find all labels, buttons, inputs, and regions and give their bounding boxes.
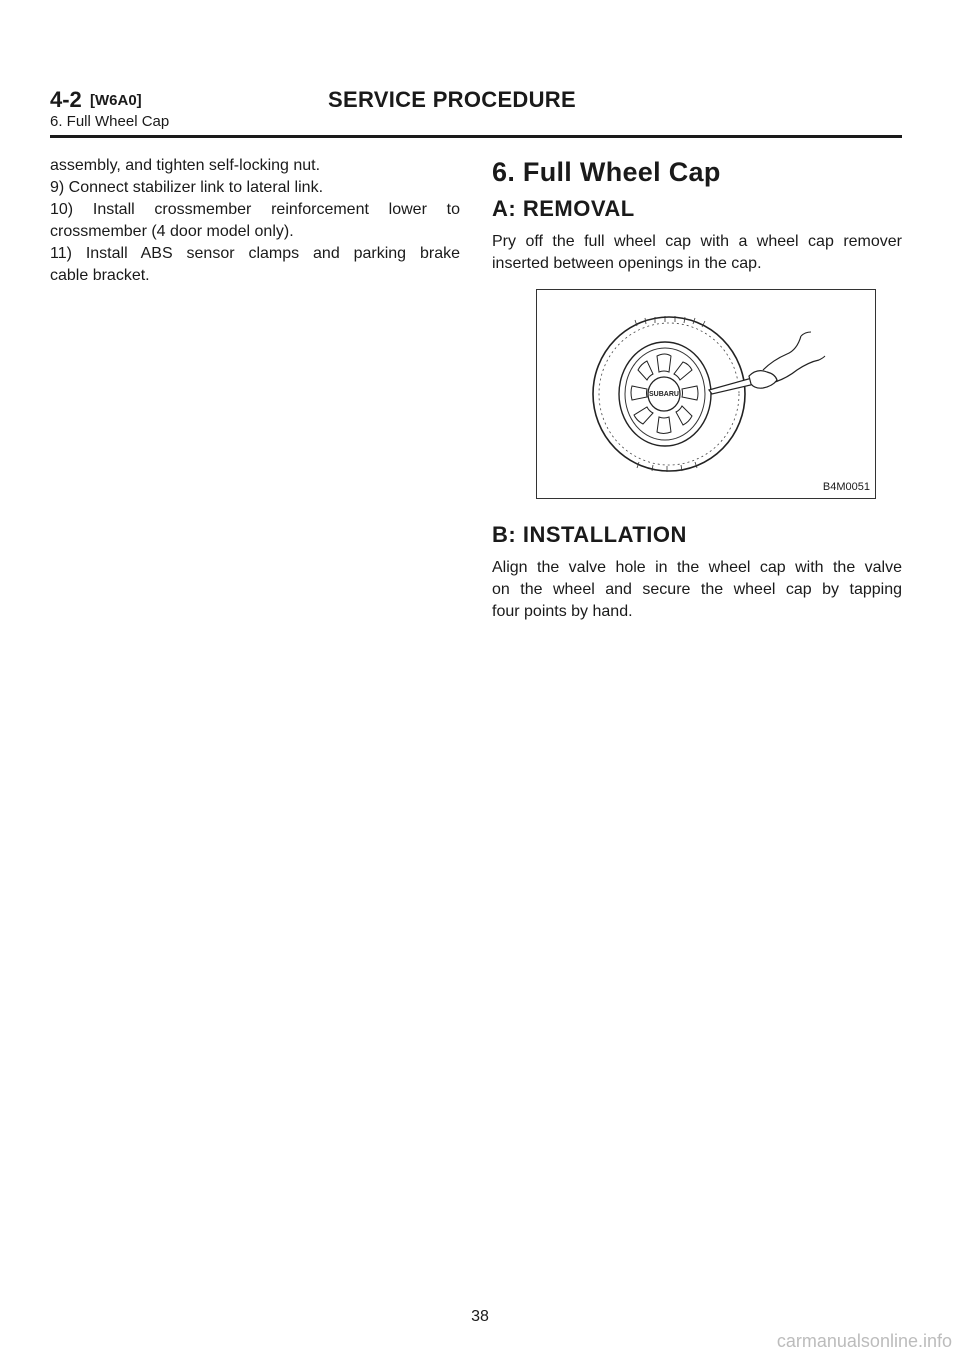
figure-label: B4M0051 bbox=[822, 481, 870, 493]
wheel-cap-removal-figure bbox=[536, 289, 876, 499]
removal-text-line: inserted between openings in the cap. bbox=[492, 255, 762, 272]
step-10: 10) Install crossmember reinforcement lower to bbox=[50, 201, 460, 218]
wheel-cap-illustration bbox=[537, 290, 875, 498]
section-code: 4-2 bbox=[50, 87, 82, 112]
header-rule bbox=[50, 135, 902, 138]
section-title: 6. Full Wheel Cap bbox=[492, 157, 721, 187]
emblem-text: SUBARU bbox=[649, 391, 679, 398]
watermark-text: carmanualsonline.info bbox=[776, 1331, 952, 1351]
header-title: SERVICE PROCEDURE bbox=[328, 87, 576, 112]
step-10-cont: crossmember (4 door model only). bbox=[50, 223, 294, 240]
page-number: 38 bbox=[471, 1308, 489, 1325]
removal-heading: A: REMOVAL bbox=[492, 196, 635, 221]
installation-text-line: on the wheel and secure the wheel cap by tapping bbox=[492, 581, 902, 598]
step-11: 11) Install ABS sensor clamps and parking brake bbox=[50, 245, 460, 262]
step-11-cont: cable bracket. bbox=[50, 267, 150, 284]
right-column bbox=[492, 155, 902, 623]
reference-code: [W6A0] bbox=[90, 92, 142, 109]
text-line: assembly, and tighten self-locking nut. bbox=[50, 157, 321, 174]
installation-text-line: Align the valve hole in the wheel cap with the valve bbox=[492, 559, 902, 576]
removal-text-line: Pry off the full wheel cap with a wheel cap remover bbox=[492, 233, 902, 250]
step-9: 9) Connect stabilizer link to lateral link. bbox=[50, 179, 324, 196]
installation-heading: B: INSTALLATION bbox=[492, 522, 687, 547]
installation-text-line: four points by hand. bbox=[492, 603, 633, 620]
header-subtitle: 6. Full Wheel Cap bbox=[50, 113, 170, 130]
left-column bbox=[50, 155, 460, 287]
